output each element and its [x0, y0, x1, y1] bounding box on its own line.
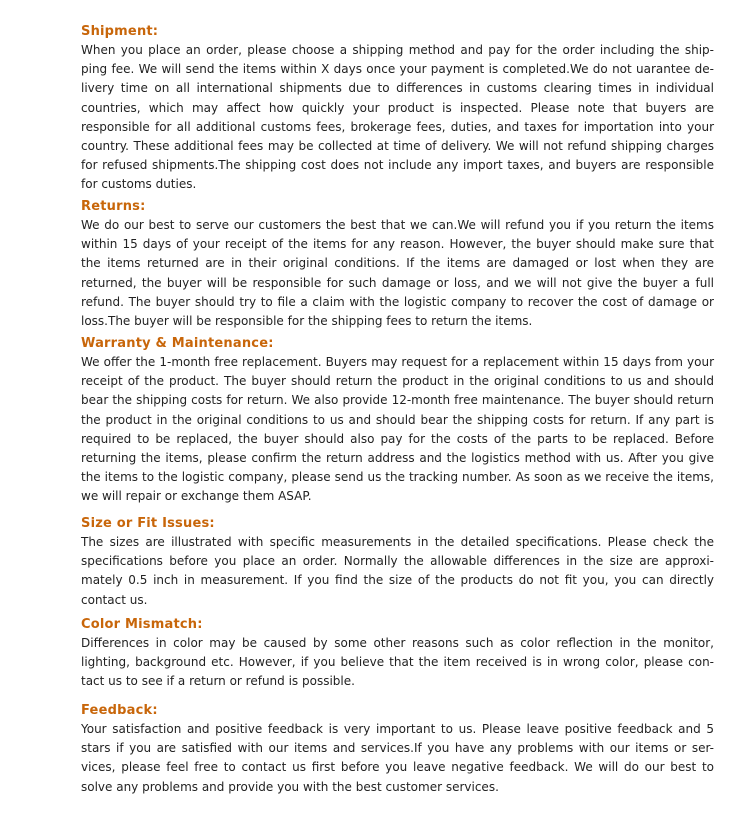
warranty-heading: Warranty & Maintenance:	[81, 336, 274, 351]
size-fit-text: The sizes are illustrated with specific measurements in the detailed specifications. Please check the specifications before you place an order. Normally the allowable differences in the size are approxi-mately 0.5 inch in measurement. If you find the size of the products do not fit you, you can directly contact us.	[81, 535, 714, 607]
color-mismatch-text: Differences in color may be caused by some other reasons such as color reflection in the monitor, lighting, background etc. However, if you believe that the item received is in wrong color, please con-tact us to see if a return or refund is possible.	[81, 636, 714, 689]
shipment-section	[81, 22, 714, 195]
feedback-text: Your satisfaction and positive feedback is very important to us. Please leave positive feedback and 5 stars if you are satisfied with our items and services.If you have any problems with our items or ser-vices, please feel free to contact us first before you leave negative feedback. We will do our best to solve any problems and provide you with the best customer services.	[81, 722, 714, 794]
warranty-section	[81, 334, 714, 507]
returns-section	[81, 197, 714, 331]
returns-text: We do our best to serve our customers the best that we can.We will refund you if you return the items within 15 days of your receipt of the items for any reason. However, the buyer should make sure that the items returned are in their original conditions. If the items are damaged or lost when they are returned, the buyer will be responsible for such damage or loss, and we will not give the buyer a full refund. The buyer should try to file a claim with the logistic company to recover the cost of damage or loss.The buyer will be responsible for the shipping fees to return the items.	[81, 218, 714, 329]
returns-heading: Returns:	[81, 199, 146, 214]
warranty-text: We offer the 1-month free replacement. Buyers may request for a replacement within 15 days from your receipt of the product. The buyer should return the product in the original conditions to us and should bear the shipping costs for return. We also provide 12-month free maintenance. The buyer should return the product in the original conditions to us and should bear the shipping costs for return. If any part is required to be replaced, the buyer should also pay for the costs of the parts to be replaced. Before returning the items, please confirm the return address and the logistics method with us. After you give the items to the logistic company, please send us the tracking number. As soon as we receive the items, we will repair or exchange them ASAP.	[81, 355, 714, 504]
color-mismatch-heading: Color Mismatch:	[81, 617, 203, 632]
feedback-heading: Feedback:	[81, 703, 158, 718]
size-fit-heading: Size or Fit Issues:	[81, 516, 215, 531]
shipment-heading: Shipment:	[81, 24, 159, 39]
feedback-section	[81, 701, 714, 797]
color-mismatch-section	[81, 615, 714, 692]
size-fit-section	[81, 514, 714, 610]
shipment-text: When you place an order, please choose a shipping method and pay for the order including the ship-ping fee. We will send the items within X days once your payment is completed.We do not uarantee de-livery time on all international shipments due to differences in customs clearing times in individual countries, which may affect how quickly your product is inspected. Please note that buyers are responsible for all additional customs fees, brokerage fees, duties, and taxes for importation into your country. These additional fees may be collected at time of delivery. We will not refund shipping charges for refused shipments.The shipping cost does not include any import taxes, and buyers are responsible for customs duties.	[81, 43, 714, 192]
